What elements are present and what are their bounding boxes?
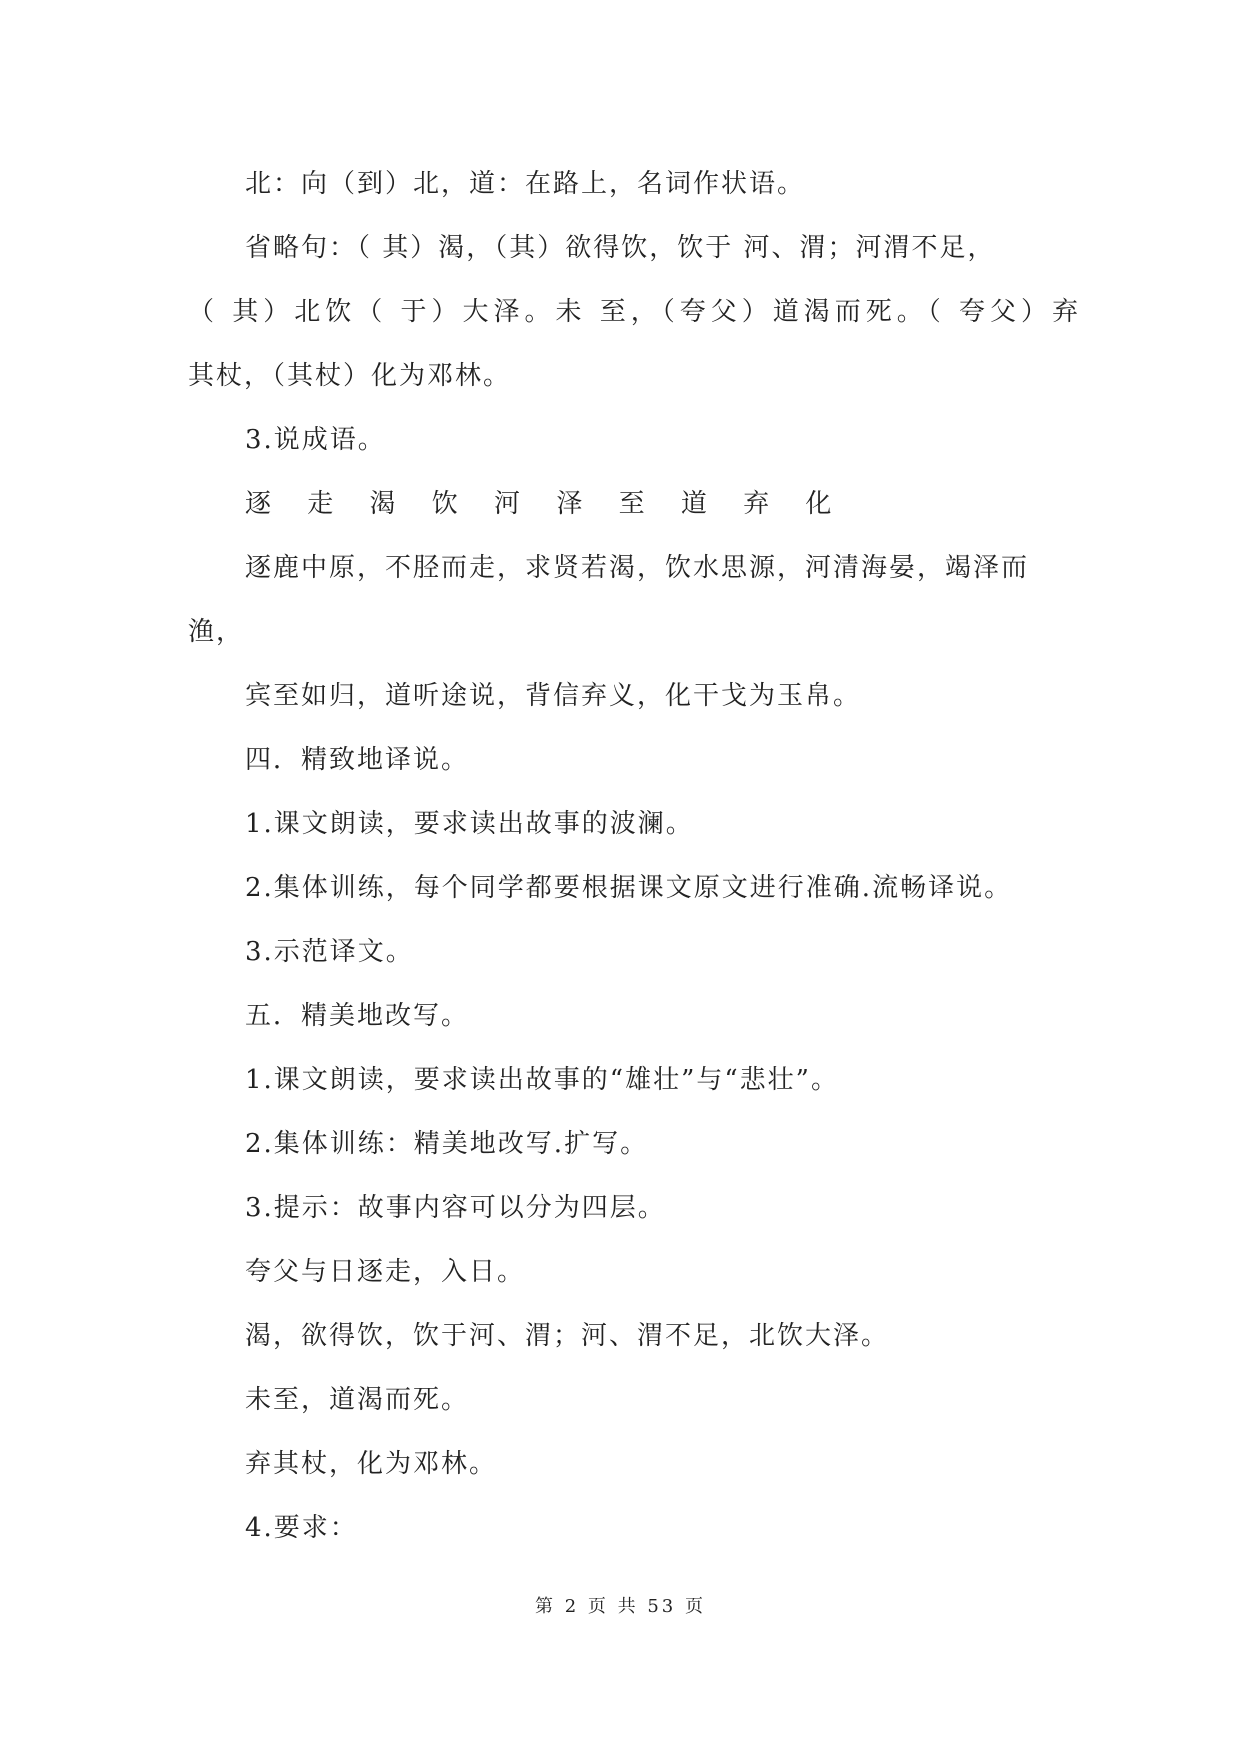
section-heading: 四．精致地译说。 [245,745,470,775]
text-line: 3.说成语。 [245,425,386,455]
text-line: 逐鹿中原，不胫而走，求贤若渴，饮水思源，河清海晏，竭泽而 [245,553,1030,583]
page-number-footer: 第 2 页 共 53 页 [535,1596,706,1617]
list-item: 1.课文朗读，要求读出故事的波澜。 [245,809,694,839]
list-item: 4.要求： [245,1513,358,1543]
text-line: 宾至如归，道听途说，背信弃义，化干戈为玉帛。 [245,681,862,711]
text-line: （ 其）北饮（ 于）大泽。未 至，（夸父）道渴而死。（ 夸父）弃 [188,297,1084,327]
text-line: 省略句：（ 其）渴，（其）欲得饮，饮于 河、渭；河渭不足， [245,233,996,263]
list-item: 3.提示：故事内容可以分为四层。 [245,1193,666,1223]
text-line: 夸父与日逐走，入日。 [245,1257,526,1287]
text-line: 渔， [188,617,245,647]
section-heading: 五．精美地改写。 [245,1001,470,1031]
text-line: 其杖，（其杖）化为邓林。 [188,361,512,391]
list-item: 3.示范译文。 [245,937,414,967]
text-line: 未至，道渴而死。 [245,1385,470,1415]
text-line: 弃其杖，化为邓林。 [245,1449,498,1479]
text-line: 逐 走 渴 饮 河 泽 至 道 弃 化 [245,489,846,519]
list-item: 1.课文朗读，要求读出故事的“雄壮”与“悲壮”。 [245,1065,839,1095]
text-line: 渴，欲得饮，饮于河、渭；河、渭不足，北饮大泽。 [245,1321,890,1351]
list-item: 2.集体训练，每个同学都要根据课文原文进行准确.流畅译说。 [245,873,1013,903]
list-item: 2.集体训练：精美地改写.扩写。 [245,1129,649,1159]
text-line: 北：向（到）北，道：在路上，名词作状语。 [245,169,806,199]
